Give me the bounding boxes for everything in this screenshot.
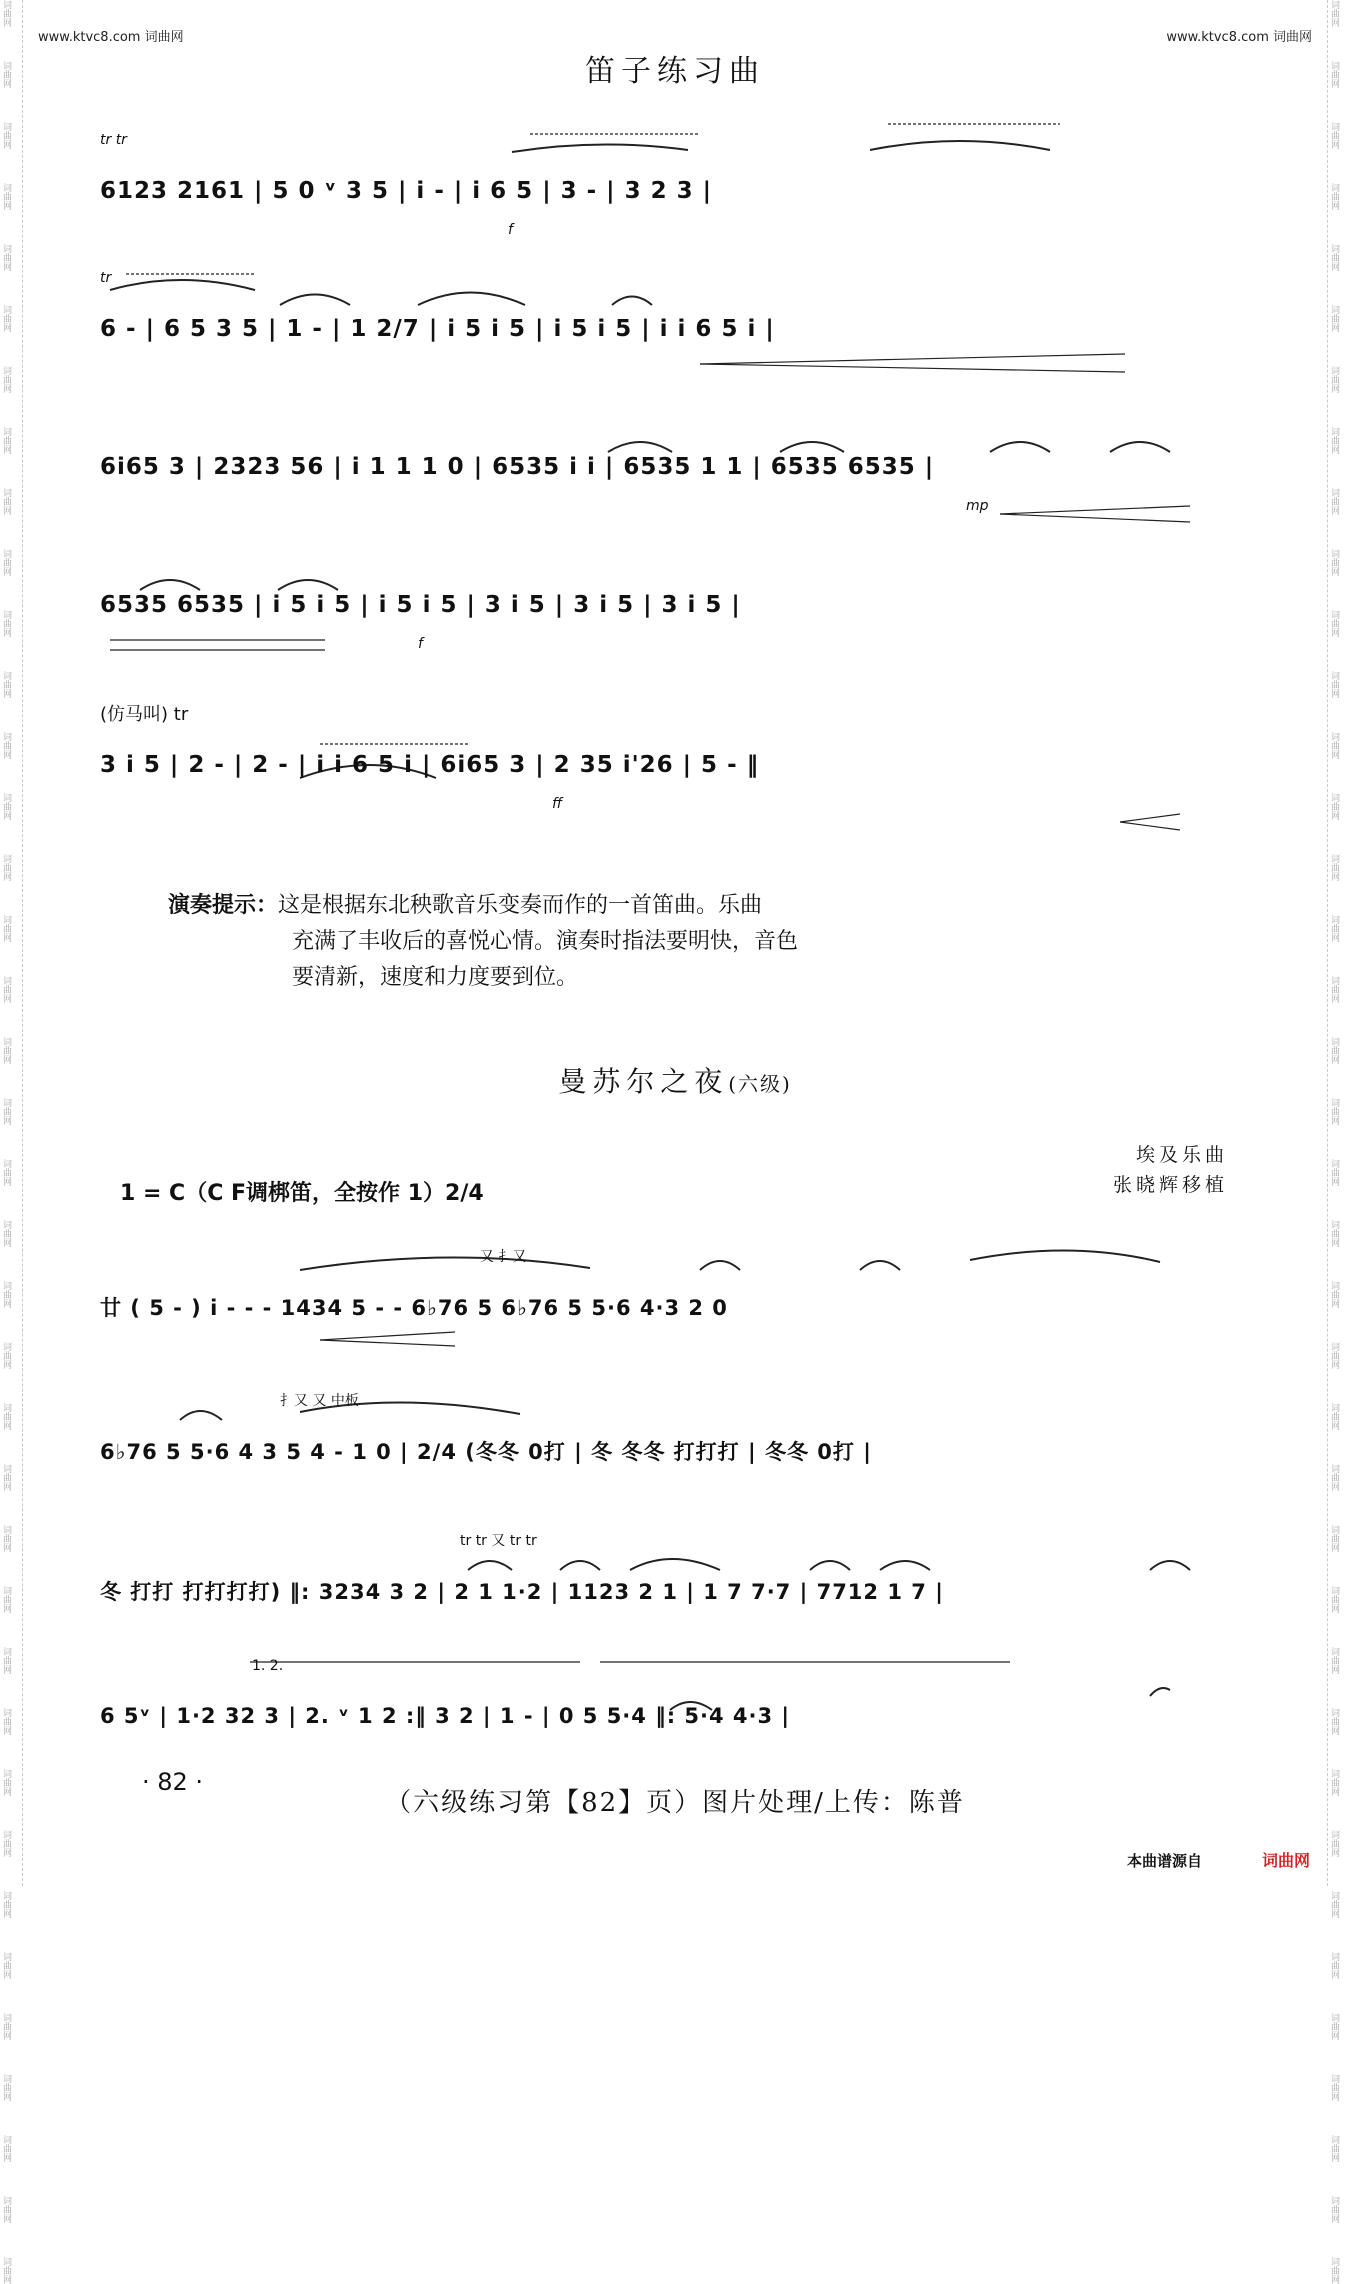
edge-watermark-mark: 词曲网 <box>1329 366 1339 393</box>
edge-watermark-mark: 词曲网 <box>1 1708 11 1735</box>
edge-watermark-mark: 词曲网 <box>1329 854 1339 881</box>
page-number: · 82 · <box>142 1768 204 1796</box>
notation-line: 6 - | 6 5 3 5 | 1 - | 1 2/7 | i 5 i 5 | i 5 i 5 | i i 6 5 i | <box>100 316 775 342</box>
edge-watermark-mark: 词曲网 <box>1 1403 11 1430</box>
row-annotation-top: tr tr 又 tr tr <box>460 1533 537 1549</box>
edge-watermark-mark: 词曲网 <box>1 1098 11 1125</box>
edge-watermark-mark: 词曲网 <box>1329 976 1339 1003</box>
notation-line: 6123 2161 | 5 0 ᵛ 3 5 | i - | i 6 5 | 3 - | 3 2 3 | <box>100 178 713 204</box>
edge-watermark-mark: 词曲网 <box>1 2257 11 2284</box>
edge-watermark-mark: 词曲网 <box>1329 1220 1339 1247</box>
edge-watermark-mark: 词曲网 <box>1 2196 11 2223</box>
edge-watermark-mark: 词曲网 <box>1 1952 11 1979</box>
edge-watermark-mark: 词曲网 <box>1329 1159 1339 1186</box>
edge-watermark-mark: 词曲网 <box>1329 305 1339 332</box>
edge-watermark-mark: 词曲网 <box>1329 427 1339 454</box>
staff-row-3 <box>100 402 1220 532</box>
edge-watermark-mark: 词曲网 <box>1 244 11 271</box>
edge-watermark-mark: 词曲网 <box>1329 1037 1339 1064</box>
source-label: 本曲谱源自 <box>1126 1852 1202 1870</box>
edge-watermark-mark: 词曲网 <box>1 732 11 759</box>
edge-watermark-mark: 词曲网 <box>1329 915 1339 942</box>
piece-2-grade: (六级) <box>728 1072 792 1096</box>
hint-line-3: 要清新，速度和力度要到位。 <box>292 965 579 990</box>
hint-label: 演奏提示： <box>168 893 279 918</box>
edge-watermark-mark: 词曲网 <box>1329 61 1339 88</box>
edge-watermark-mark: 词曲网 <box>1329 1769 1339 1796</box>
notation-line: 6 5ᵛ | 1·2 32 3 | 2. ᵛ 1 2 :‖ 3 2 | 1 - | 0 5 5·4 ‖: 5·4 4·3 | <box>100 1704 791 1728</box>
edge-watermark-mark: 词曲网 <box>1 854 11 881</box>
edge-watermark-mark: 词曲网 <box>1329 1891 1339 1918</box>
volta-brackets: 1. 2. <box>252 1658 284 1674</box>
edge-watermark-mark: 词曲网 <box>1 183 11 210</box>
row-annotation-top: 扌又 又 中板 <box>280 1393 359 1409</box>
composer-credit: 埃及乐曲 <box>1135 1144 1228 1166</box>
edge-watermark-mark: 词曲网 <box>1329 671 1339 698</box>
edge-watermark-mark: 词曲网 <box>1329 1952 1339 1979</box>
edge-watermark-mark: 词曲网 <box>1329 1281 1339 1308</box>
edge-watermark-mark: 词曲网 <box>1329 1586 1339 1613</box>
edge-watermark-mark: 词曲网 <box>1329 244 1339 271</box>
staff-row-5 <box>100 700 1220 830</box>
edge-watermark-mark: 词曲网 <box>1 915 11 942</box>
edge-watermark-mark: 词曲网 <box>1329 793 1339 820</box>
edge-watermark-mark: 词曲网 <box>1 1586 11 1613</box>
edge-watermark-mark: 词曲网 <box>1329 1525 1339 1552</box>
edge-watermark-mark: 词曲网 <box>1 1769 11 1796</box>
edge-watermark-mark: 词曲网 <box>1329 2013 1339 2040</box>
edge-watermark-mark: 词曲网 <box>1329 183 1339 210</box>
edge-watermark-mark: 词曲网 <box>1 1647 11 1674</box>
edge-watermark-mark: 词曲网 <box>1 122 11 149</box>
edge-watermark-mark: 词曲网 <box>1 427 11 454</box>
row-annotation-top: (仿马叫) tr <box>100 704 189 725</box>
notation-line: 6♭76 5 5·6 4 3 5 4 - 1 0 | 2/4 (冬冬 0打 | 冬 冬冬 打打打 | 冬冬 0打 | <box>100 1440 872 1464</box>
staff-row-8 <box>100 1524 1230 1654</box>
edge-watermark-mark: 词曲网 <box>1 1464 11 1491</box>
edge-watermark-mark: 词曲网 <box>1329 1464 1339 1491</box>
edge-watermark-mark: 词曲网 <box>1 0 11 27</box>
dynamics-mark: f <box>508 222 513 238</box>
edge-watermark-mark: 词曲网 <box>1 1525 11 1552</box>
hint-line-2: 充满了丰收后的喜悦心情。演奏时指法要明快，音色 <box>292 929 799 954</box>
notation-line: 6535 6535 | i 5 i 5 | i 5 i 5 | 3 i 5 | 3 i 5 | 3 i 5 | <box>100 592 741 618</box>
edge-watermark-mark: 词曲网 <box>1 61 11 88</box>
edge-watermark-mark: 词曲网 <box>1 1220 11 1247</box>
edge-watermark-mark: 词曲网 <box>1329 732 1339 759</box>
dynamics-mark: ff <box>552 796 563 812</box>
notation-line: 廿 ( 5 - ) i - - - 1434 5 - - 6♭76 5 6♭76 5 5·6 4·3 2 0 <box>100 1296 728 1320</box>
site-label-left: www.ktvc8.com 词曲网 <box>38 30 184 45</box>
edge-watermark-mark: 词曲网 <box>1 671 11 698</box>
edge-watermark-mark: 词曲网 <box>1 1891 11 1918</box>
edge-watermark-mark: 词曲网 <box>1329 2074 1339 2101</box>
row-annotation-top: tr <box>100 270 112 286</box>
staff-row-4 <box>100 540 1220 670</box>
edge-watermark-mark: 词曲网 <box>1329 1403 1339 1430</box>
notation-line: 3 i 5 | 2 - | 2 - | i i 6 5 i | 6i65 3 | 2 35 i'26 | 5 - ‖ <box>100 752 760 778</box>
edge-watermark-mark: 词曲网 <box>1 488 11 515</box>
edge-watermark-mark: 词曲网 <box>1 793 11 820</box>
edge-watermark-mark: 词曲网 <box>1329 122 1339 149</box>
staff-row-1 <box>100 126 1220 256</box>
piece-title: 笛子练习曲 <box>585 54 765 89</box>
piece-2-title-text: 曼苏尔之夜 <box>558 1065 729 1098</box>
notation-line: 冬 打打 打打打打) ‖: 3234 3 2 | 2 1 1·2 | 1123 2 1 | 1 7 7·7 | 7712 1 7 | <box>100 1580 944 1604</box>
edge-watermark-mark: 词曲网 <box>1329 488 1339 515</box>
staff-row-6 <box>100 1240 1230 1370</box>
staff-row-2 <box>100 264 1220 394</box>
staff-row-9 <box>100 1652 1230 1782</box>
notation-line: 6i65 3 | 2323 56 | i 1 1 1 0 | 6535 i i | 6535 1 1 | 6535 6535 | <box>100 454 935 480</box>
edge-watermark-mark: 词曲网 <box>1329 1342 1339 1369</box>
edge-watermark-mark: 词曲网 <box>1 976 11 1003</box>
edge-watermark-mark: 词曲网 <box>1 2074 11 2101</box>
edge-watermark-mark: 词曲网 <box>1 610 11 637</box>
upload-caption: （六级练习第【82】页）图片处理/上传：陈普 <box>385 1788 965 1818</box>
edge-watermark-mark: 词曲网 <box>1 1159 11 1186</box>
row-annotation-top: 又 扌又 <box>480 1249 527 1265</box>
edge-watermark-mark: 词曲网 <box>1 366 11 393</box>
edge-watermark-mark: 词曲网 <box>1329 610 1339 637</box>
edge-watermark-mark: 词曲网 <box>1329 549 1339 576</box>
edge-watermark-mark: 词曲网 <box>1329 1830 1339 1857</box>
edge-watermark-mark: 词曲网 <box>1 2135 11 2162</box>
staff-row-7 <box>100 1384 1230 1514</box>
edge-watermark-mark: 词曲网 <box>1329 1098 1339 1125</box>
edge-watermark-mark: 词曲网 <box>1 2013 11 2040</box>
key-signature: 1 = C（C F调梆笛，全按作 1）2/4 <box>120 1181 484 1206</box>
edge-watermark-mark: 词曲网 <box>1329 2196 1339 2223</box>
arranger-credit: 张晓辉移植 <box>1112 1174 1228 1196</box>
edge-watermark-mark: 词曲网 <box>1 305 11 332</box>
edge-watermark-mark: 词曲网 <box>1 549 11 576</box>
edge-watermark-mark: 词曲网 <box>1 1281 11 1308</box>
edge-watermark-mark: 词曲网 <box>1329 1708 1339 1735</box>
source-site-logo: 词曲网 <box>1261 1851 1310 1870</box>
piece-2-title <box>0 1060 1350 1100</box>
edge-watermark-mark: 词曲网 <box>1 1342 11 1369</box>
dynamics-mark: mp <box>966 498 989 514</box>
row-annotation-top: tr tr <box>100 132 127 148</box>
dynamics-mark: f <box>418 636 423 652</box>
site-label-right: www.ktvc8.com 词曲网 <box>1166 30 1312 45</box>
edge-watermark-mark: 词曲网 <box>1 1037 11 1064</box>
edge-watermark-mark: 词曲网 <box>1329 0 1339 27</box>
edge-watermark-mark: 词曲网 <box>1329 2257 1339 2284</box>
edge-watermark-mark: 词曲网 <box>1 1830 11 1857</box>
hint-line-1: 这是根据东北秧歌音乐变奏而作的一首笛曲。乐曲 <box>278 893 763 918</box>
edge-watermark-mark: 词曲网 <box>1329 2135 1339 2162</box>
edge-watermark-mark: 词曲网 <box>1329 1647 1339 1674</box>
performance-hint <box>168 888 988 996</box>
